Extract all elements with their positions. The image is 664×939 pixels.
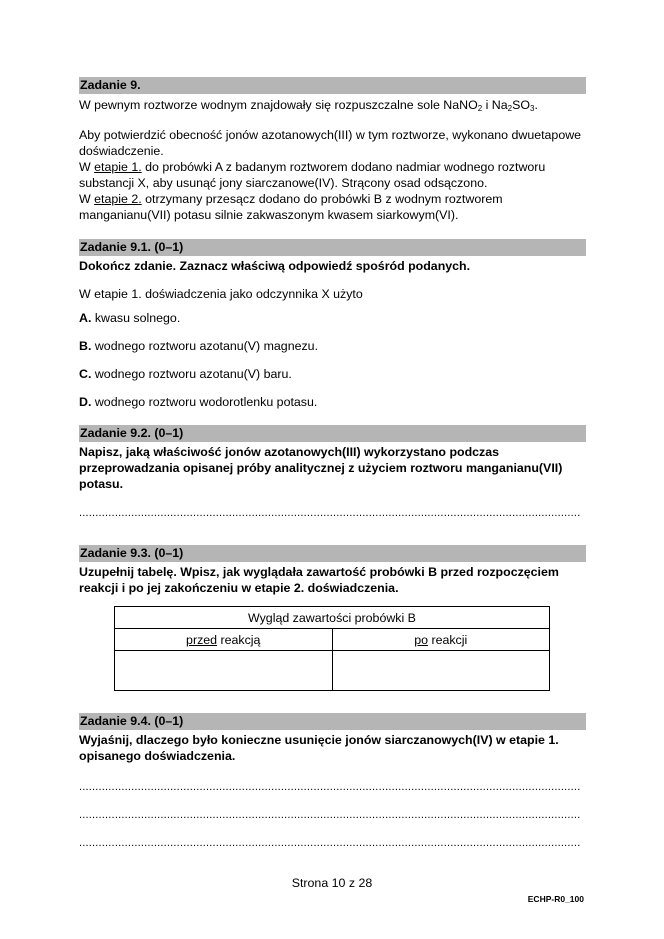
exam-code: ECHP-R0_100 (527, 894, 584, 904)
task-9-4-header: Zadanie 9.4. (0–1) (79, 713, 586, 730)
option-d[interactable]: D. wodnego roztworu wodorotlenku potasu. (79, 395, 318, 409)
table-wrapper (79, 606, 586, 701)
option-a[interactable]: A. kwasu solnego. (79, 311, 181, 325)
option-b[interactable]: B. wodnego roztworu azotanu(V) magnezu. (79, 339, 319, 353)
table-title: Wygląd zawartości probówki B (115, 607, 550, 629)
page-content (79, 77, 586, 850)
answer-line[interactable]: .......................................................................................................................................................... (79, 781, 581, 793)
task-9-4-instruction: Wyjaśnij, dlaczego było konieczne usunięcie jonów siarczanowych(IV) w etapie 1. opisanego doświadczenia. (79, 733, 559, 763)
task-9-stage-2: W etapie 2. otrzymany przesącz dodano do probówki B z wodnym roztworem manganianu(VII) potasu silnie zakwaszonym kwasem siarkowym(VI). (79, 192, 503, 222)
answer-cell-before[interactable] (115, 651, 333, 691)
task-9-2-header: Zadanie 9.2. (0–1) (79, 425, 586, 442)
page-number: Strona 10 z 28 (291, 876, 373, 890)
answer-cell-after[interactable] (332, 651, 550, 691)
task-9-2-instruction: Napisz, jaką właściwość jonów azotanowych(III) wykorzystano podczas przeprowadzania opisanej próby analitycznej z użyciem roztworu manganianu(VII) potasu. (79, 445, 563, 491)
col-header-after: po reakcji (332, 629, 550, 651)
task-9-intro: W pewnym roztworze wodnym znajdowały się rozpuszczalne sole NaNO$_2$ i $Na_2SO_3$. (79, 98, 538, 113)
task-9-3-header: Zadanie 9.3. (0–1) (79, 545, 586, 562)
answer-table (114, 606, 550, 691)
task-9-header: Zadanie 9. (79, 77, 586, 94)
col-header-before: przed reakcją (115, 629, 333, 651)
task-9-1-header: Zadanie 9.1. (0–1) (79, 239, 586, 256)
task-9-3-instruction: Uzupełnij tabelę. Wpisz, jak wyglądała zawartość probówki B przed rozpoczęciem reakcji i po jej zakończeniu w etapie 2. doświadczenia. (79, 565, 559, 595)
answer-line[interactable]: .......................................................................................................................................................... (79, 809, 581, 821)
answer-line[interactable]: .......................................................................................................................................................... (79, 837, 581, 849)
option-c[interactable]: C. wodnego roztworu azotanu(V) baru. (79, 367, 292, 381)
answer-line[interactable]: .......................................................................................................................................................... (79, 507, 581, 519)
task-9-1-instruction: Dokończ zdanie. Zaznacz właściwą odpowiedź spośród podanych. (79, 259, 471, 273)
task-9-stage-1: W etapie 1. do probówki A z badanym roztworem dodano nadmiar wodnego roztworu substancji X, aby usunąć jony siarczanowe(IV). Strącony osad odsączono. (79, 160, 546, 190)
task-9-paragraph: Aby potwierdzić obecność jonów azotanowych(III) w tym roztworze, wykonano dwuetapowe doświadczenie. (79, 128, 582, 158)
task-9-1-stem: W etapie 1. doświadczenia jako odczynnika X użyto (79, 287, 363, 301)
answer-options (79, 310, 586, 410)
